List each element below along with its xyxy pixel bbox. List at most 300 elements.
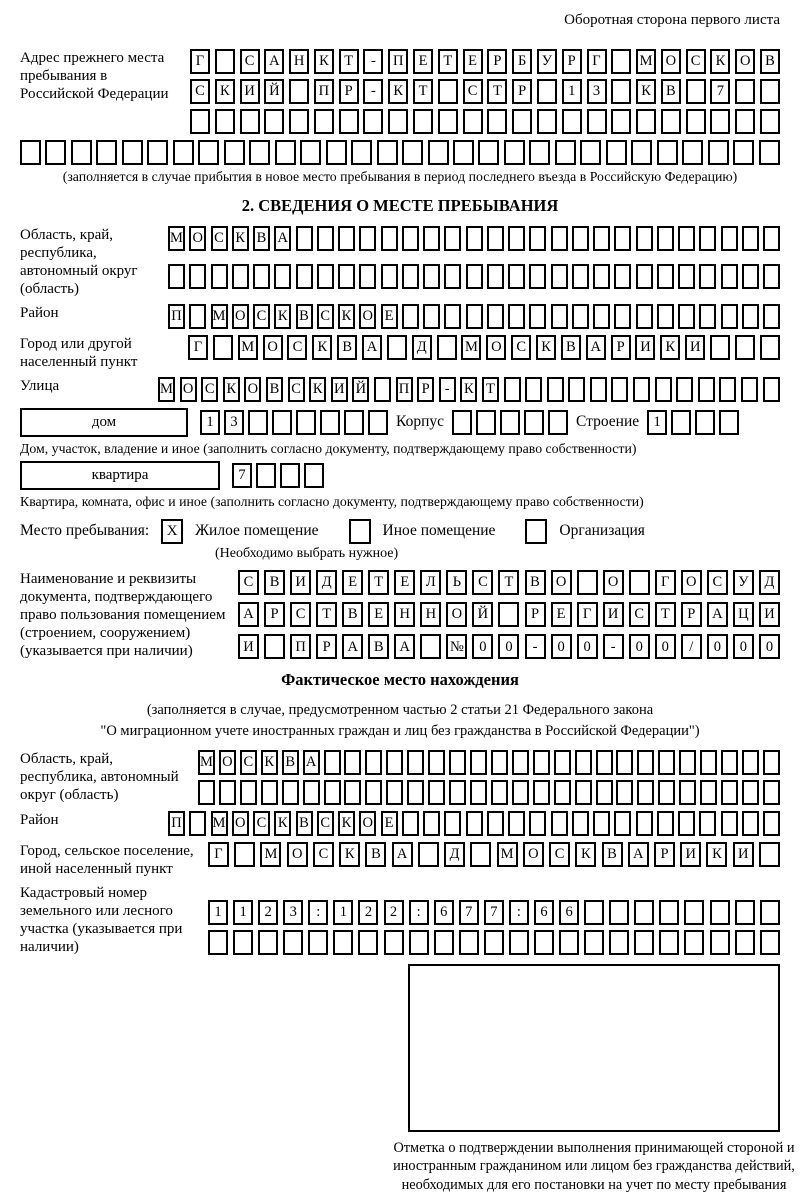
char-box[interactable] [453,140,474,165]
char-box[interactable]: О [180,377,197,402]
char-box[interactable]: П [168,304,185,329]
char-box[interactable] [584,930,604,955]
char-box[interactable] [671,410,691,435]
char-box[interactable]: 7 [459,900,479,925]
char-box[interactable] [699,811,716,836]
char-box[interactable]: В [282,750,299,775]
char-box[interactable]: В [266,377,283,402]
char-box[interactable]: М [198,750,215,775]
char-box[interactable]: С [287,335,307,360]
char-box[interactable] [359,226,376,251]
char-box[interactable] [686,79,706,104]
char-box[interactable] [658,750,675,775]
char-box[interactable] [365,780,382,805]
char-box[interactable]: Е [368,602,389,627]
char-box[interactable] [351,140,372,165]
char-box[interactable]: М [238,335,258,360]
char-box[interactable]: Д [412,335,432,360]
char-box[interactable] [684,930,704,955]
char-box[interactable] [466,226,483,251]
char-box[interactable] [504,377,521,402]
char-box[interactable] [388,109,408,134]
char-box[interactable] [438,79,458,104]
char-box[interactable] [735,109,755,134]
char-box[interactable]: И [759,602,780,627]
char-box[interactable] [742,780,759,805]
char-box[interactable]: 3 [224,410,244,435]
char-box[interactable] [529,304,546,329]
char-box[interactable] [733,140,754,165]
char-box[interactable]: С [549,842,570,867]
char-box[interactable] [547,377,564,402]
char-box[interactable] [760,930,780,955]
char-box[interactable] [289,79,309,104]
char-box[interactable] [303,780,320,805]
char-box[interactable] [551,264,568,289]
char-box[interactable]: Н [420,602,441,627]
char-box[interactable]: В [525,570,546,595]
char-box[interactable] [122,140,143,165]
char-box[interactable] [593,264,610,289]
char-box[interactable]: Р [487,49,507,74]
char-box[interactable] [289,109,309,134]
char-box[interactable]: К [274,304,291,329]
char-box[interactable] [402,304,419,329]
char-box[interactable]: К [338,811,355,836]
char-box[interactable] [548,410,568,435]
char-box[interactable] [189,304,206,329]
char-box[interactable] [484,930,504,955]
char-box[interactable] [609,930,629,955]
char-box[interactable] [575,750,592,775]
char-box[interactable] [173,140,194,165]
char-box[interactable]: А [264,49,284,74]
char-box[interactable] [657,264,674,289]
char-box[interactable]: Р [512,79,532,104]
char-box[interactable] [590,377,607,402]
char-box[interactable] [637,780,654,805]
char-box[interactable]: М [211,811,228,836]
char-box[interactable]: 1 [333,900,353,925]
char-box[interactable] [614,304,631,329]
char-box[interactable] [572,226,589,251]
char-box[interactable]: С [472,570,493,595]
char-box[interactable] [633,377,650,402]
char-box[interactable] [344,750,361,775]
char-box[interactable]: Р [611,335,631,360]
char-box[interactable] [695,410,715,435]
char-box[interactable] [533,750,550,775]
char-box[interactable] [420,634,441,659]
char-box[interactable] [317,264,334,289]
char-box[interactable] [466,264,483,289]
char-box[interactable] [215,49,235,74]
char-box[interactable]: О [359,304,376,329]
char-box[interactable] [719,410,739,435]
char-box[interactable]: К [636,79,656,104]
char-box[interactable] [470,842,491,867]
char-box[interactable]: О [244,377,261,402]
char-box[interactable]: М [260,842,281,867]
char-box[interactable] [363,109,383,134]
char-box[interactable] [710,109,730,134]
char-box[interactable]: О [735,49,755,74]
char-box[interactable]: П [396,377,413,402]
char-box[interactable] [508,304,525,329]
char-box[interactable]: 0 [551,634,572,659]
char-box[interactable] [537,109,557,134]
char-box[interactable]: 7 [232,463,252,488]
char-box[interactable] [476,410,496,435]
char-box[interactable]: И [240,79,260,104]
char-box[interactable] [326,140,347,165]
char-box[interactable]: Ь [446,570,467,595]
char-box[interactable] [634,900,654,925]
char-box[interactable] [593,226,610,251]
char-box[interactable] [708,140,729,165]
char-box[interactable]: К [223,377,240,402]
char-box[interactable] [763,264,780,289]
char-box[interactable] [272,410,292,435]
char-box[interactable] [760,109,780,134]
char-box[interactable] [611,377,628,402]
char-box[interactable] [491,750,508,775]
char-box[interactable] [428,750,445,775]
char-box[interactable]: С [240,49,260,74]
char-box[interactable]: А [238,602,259,627]
char-box[interactable] [760,335,780,360]
char-box[interactable] [710,900,730,925]
char-box[interactable]: Б [512,49,532,74]
char-box[interactable] [282,780,299,805]
char-box[interactable] [678,264,695,289]
char-box[interactable] [721,811,738,836]
char-box[interactable]: Е [394,570,415,595]
char-box[interactable] [438,109,458,134]
char-box[interactable] [721,304,738,329]
char-box[interactable] [258,930,278,955]
char-box[interactable]: 0 [655,634,676,659]
char-box[interactable]: 0 [759,634,780,659]
char-box[interactable]: Й [472,602,493,627]
char-box[interactable] [213,335,233,360]
char-box[interactable]: О [219,750,236,775]
char-box[interactable]: Д [444,842,465,867]
char-box[interactable] [344,780,361,805]
char-box[interactable] [423,811,440,836]
char-box[interactable]: С [253,304,270,329]
char-box[interactable] [524,410,544,435]
char-box[interactable] [147,140,168,165]
char-box[interactable] [634,930,654,955]
char-box[interactable]: - [603,634,624,659]
char-box[interactable] [512,780,529,805]
char-box[interactable]: С [686,49,706,74]
char-box[interactable]: О [446,602,467,627]
char-box[interactable] [678,304,695,329]
char-box[interactable] [437,335,457,360]
char-box[interactable] [659,930,679,955]
char-box[interactable] [721,780,738,805]
char-box[interactable] [487,304,504,329]
char-box[interactable] [760,900,780,925]
char-box[interactable] [211,264,228,289]
char-box[interactable] [699,304,716,329]
char-box[interactable]: О [661,49,681,74]
char-box[interactable]: Д [759,570,780,595]
char-box[interactable] [512,750,529,775]
char-box[interactable] [249,140,270,165]
char-box[interactable]: 6 [559,900,579,925]
char-box[interactable]: В [661,79,681,104]
char-box[interactable] [551,304,568,329]
char-box[interactable] [487,226,504,251]
char-box[interactable]: Л [420,570,441,595]
char-box[interactable]: Е [342,570,363,595]
char-box[interactable] [333,930,353,955]
char-box[interactable]: П [388,49,408,74]
char-box[interactable]: - [439,377,456,402]
char-box[interactable]: О [287,842,308,867]
char-box[interactable] [449,780,466,805]
char-box[interactable]: С [707,570,728,595]
char-box[interactable] [208,930,228,955]
char-box[interactable] [248,410,268,435]
char-box[interactable]: И [238,634,259,659]
char-box[interactable]: В [760,49,780,74]
char-box[interactable]: И [680,842,701,867]
char-box[interactable] [423,264,440,289]
char-box[interactable]: : [509,900,529,925]
char-box[interactable] [679,780,696,805]
char-box[interactable] [534,930,554,955]
char-box[interactable] [296,226,313,251]
char-box[interactable] [631,140,652,165]
char-box[interactable]: / [681,634,702,659]
checkbox-residential[interactable]: X [161,519,183,544]
char-box[interactable]: М [211,304,228,329]
char-box[interactable]: С [238,570,259,595]
char-box[interactable]: С [201,377,218,402]
char-box[interactable]: В [368,634,389,659]
char-box[interactable] [679,750,696,775]
char-box[interactable] [428,780,445,805]
char-box[interactable]: Т [316,602,337,627]
char-box[interactable] [661,109,681,134]
char-box[interactable] [611,79,631,104]
char-box[interactable]: Р [417,377,434,402]
char-box[interactable] [317,226,334,251]
char-box[interactable] [386,780,403,805]
char-box[interactable] [487,811,504,836]
char-box[interactable] [253,264,270,289]
char-box[interactable] [470,750,487,775]
char-box[interactable] [611,49,631,74]
char-box[interactable] [402,264,419,289]
char-box[interactable] [735,335,755,360]
char-box[interactable]: К [232,226,249,251]
char-box[interactable] [418,842,439,867]
char-box[interactable] [491,780,508,805]
char-box[interactable]: Д [316,570,337,595]
char-box[interactable] [593,304,610,329]
char-box[interactable]: К [575,842,596,867]
char-box[interactable] [509,930,529,955]
char-box[interactable] [402,811,419,836]
char-box[interactable]: П [168,811,185,836]
char-box[interactable] [525,377,542,402]
char-box[interactable] [296,264,313,289]
char-box[interactable]: Н [394,602,415,627]
char-box[interactable] [320,410,340,435]
char-box[interactable]: Й [264,79,284,104]
char-box[interactable] [684,900,704,925]
char-box[interactable]: С [313,842,334,867]
char-box[interactable] [324,780,341,805]
char-box[interactable]: С [253,811,270,836]
char-box[interactable]: У [733,570,754,595]
char-box[interactable]: В [337,335,357,360]
char-box[interactable] [554,780,571,805]
char-box[interactable] [168,264,185,289]
char-box[interactable] [721,750,738,775]
char-box[interactable] [742,750,759,775]
char-box[interactable] [636,811,653,836]
char-box[interactable] [413,109,433,134]
char-box[interactable] [198,140,219,165]
char-box[interactable] [387,335,407,360]
char-box[interactable] [657,304,674,329]
char-box[interactable] [487,109,507,134]
char-box[interactable]: М [158,377,175,402]
char-box[interactable] [587,109,607,134]
char-box[interactable] [358,930,378,955]
char-box[interactable]: А [303,750,320,775]
char-box[interactable] [555,140,576,165]
char-box[interactable]: 1 [200,410,220,435]
char-box[interactable]: М [636,49,656,74]
char-box[interactable] [614,264,631,289]
char-box[interactable]: К [388,79,408,104]
char-box[interactable] [559,930,579,955]
char-box[interactable]: К [338,304,355,329]
char-box[interactable] [280,463,300,488]
char-box[interactable] [529,226,546,251]
char-box[interactable]: Е [381,304,398,329]
char-box[interactable] [275,140,296,165]
char-box[interactable] [219,780,236,805]
char-box[interactable] [344,410,364,435]
char-box[interactable] [386,750,403,775]
char-box[interactable] [466,304,483,329]
char-box[interactable] [215,109,235,134]
char-box[interactable]: В [264,570,285,595]
char-box[interactable]: 1 [208,900,228,925]
char-box[interactable]: 6 [434,900,454,925]
char-box[interactable] [224,140,245,165]
char-box[interactable] [444,264,461,289]
char-box[interactable] [444,811,461,836]
char-box[interactable] [593,811,610,836]
char-box[interactable] [508,811,525,836]
char-box[interactable] [402,226,419,251]
char-box[interactable]: А [707,602,728,627]
char-box[interactable]: А [342,634,363,659]
char-box[interactable]: О [232,811,249,836]
char-box[interactable]: О [263,335,283,360]
char-box[interactable] [763,304,780,329]
char-box[interactable] [584,900,604,925]
char-box[interactable] [636,264,653,289]
char-box[interactable]: 3 [283,900,303,925]
char-box[interactable]: А [628,842,649,867]
char-box[interactable]: И [331,377,348,402]
char-box[interactable] [359,264,376,289]
char-box[interactable]: К [460,377,477,402]
char-box[interactable]: И [635,335,655,360]
checkbox-other-premises[interactable] [349,519,371,544]
char-box[interactable] [234,842,255,867]
char-box[interactable]: Р [681,602,702,627]
char-box[interactable] [487,264,504,289]
char-box[interactable] [261,780,278,805]
char-box[interactable]: Р [316,634,337,659]
char-box[interactable] [735,930,755,955]
char-box[interactable]: А [586,335,606,360]
char-box[interactable] [504,140,525,165]
char-box[interactable]: С [511,335,531,360]
char-box[interactable] [71,140,92,165]
char-box[interactable] [580,140,601,165]
char-box[interactable]: Е [551,602,572,627]
char-box[interactable]: Г [188,335,208,360]
char-box[interactable]: Т [498,570,519,595]
char-box[interactable] [508,226,525,251]
char-box[interactable] [614,811,631,836]
char-box[interactable] [274,264,291,289]
char-box[interactable] [338,264,355,289]
char-box[interactable]: 2 [258,900,278,925]
char-box[interactable] [537,79,557,104]
char-box[interactable] [763,780,780,805]
char-box[interactable] [478,140,499,165]
char-box[interactable] [596,750,613,775]
char-box[interactable] [296,410,316,435]
char-box[interactable]: А [392,842,413,867]
char-box[interactable] [763,750,780,775]
char-box[interactable]: № [446,634,467,659]
char-box[interactable]: К [339,842,360,867]
char-box[interactable]: П [314,79,334,104]
char-box[interactable] [760,79,780,104]
char-box[interactable] [529,140,550,165]
char-box[interactable]: С [211,226,228,251]
char-box[interactable]: 0 [577,634,598,659]
char-box[interactable]: Т [413,79,433,104]
char-box[interactable] [407,780,424,805]
char-box[interactable]: 0 [707,634,728,659]
char-box[interactable]: И [290,570,311,595]
char-box[interactable]: С [629,602,650,627]
char-box[interactable] [637,750,654,775]
char-box[interactable]: К [215,79,235,104]
char-box[interactable]: 1 [562,79,582,104]
char-box[interactable]: А [362,335,382,360]
char-box[interactable] [759,842,780,867]
char-box[interactable] [700,750,717,775]
char-box[interactable] [721,264,738,289]
char-box[interactable] [742,304,759,329]
